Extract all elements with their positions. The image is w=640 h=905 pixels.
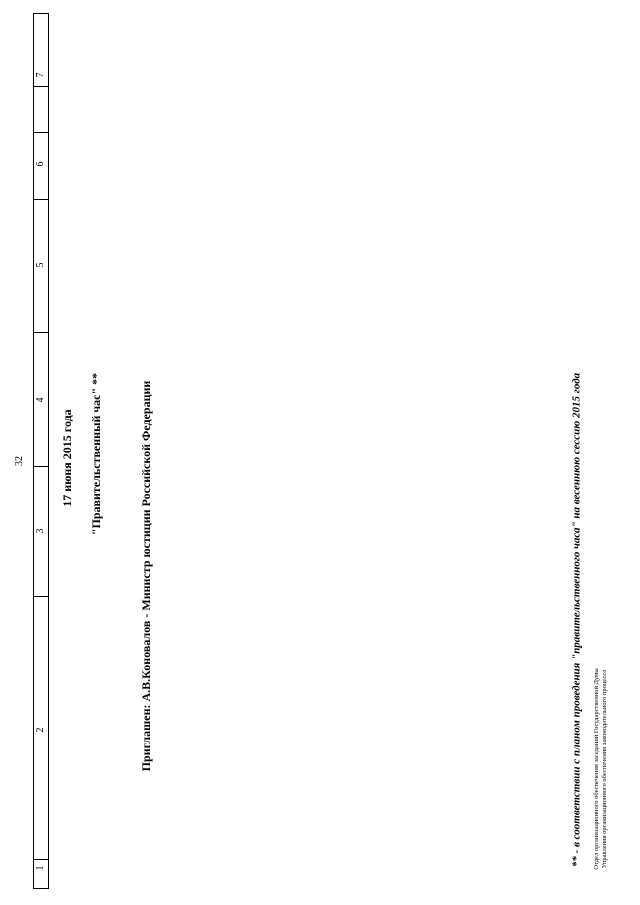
footer-directorate: Управления организационного обеспечения законодательного процесса <box>600 669 608 869</box>
column-number-7: 7 <box>35 72 46 78</box>
invited-line: Приглашен: А.В.Коновалов - Министр юстиции Российской Федерации <box>139 380 153 772</box>
footnote: ** - в соответствии с планом проведения "правительственного часа" на весеннюю сессию 2015 года <box>570 372 583 868</box>
column-divider <box>34 466 48 467</box>
column-number-2: 2 <box>35 727 46 733</box>
column-number-5: 5 <box>35 262 46 268</box>
column-number-3: 3 <box>35 528 46 534</box>
column-header-strip <box>33 13 49 889</box>
session-title: "Правительственный час" ** <box>89 372 103 536</box>
column-divider <box>34 596 48 597</box>
column-number-1: 1 <box>35 865 46 871</box>
session-date: 17 июня 2015 года <box>60 409 74 507</box>
column-divider <box>34 859 48 860</box>
column-divider <box>34 199 48 200</box>
page-number: 32 <box>14 456 25 466</box>
column-number-4: 4 <box>35 397 46 403</box>
column-divider <box>34 132 48 133</box>
column-divider <box>34 86 48 87</box>
column-divider <box>34 332 48 333</box>
column-number-6: 6 <box>35 161 46 167</box>
footer-department: Отдел организационного обеспечения заседаний Государственной Думы <box>592 668 600 870</box>
